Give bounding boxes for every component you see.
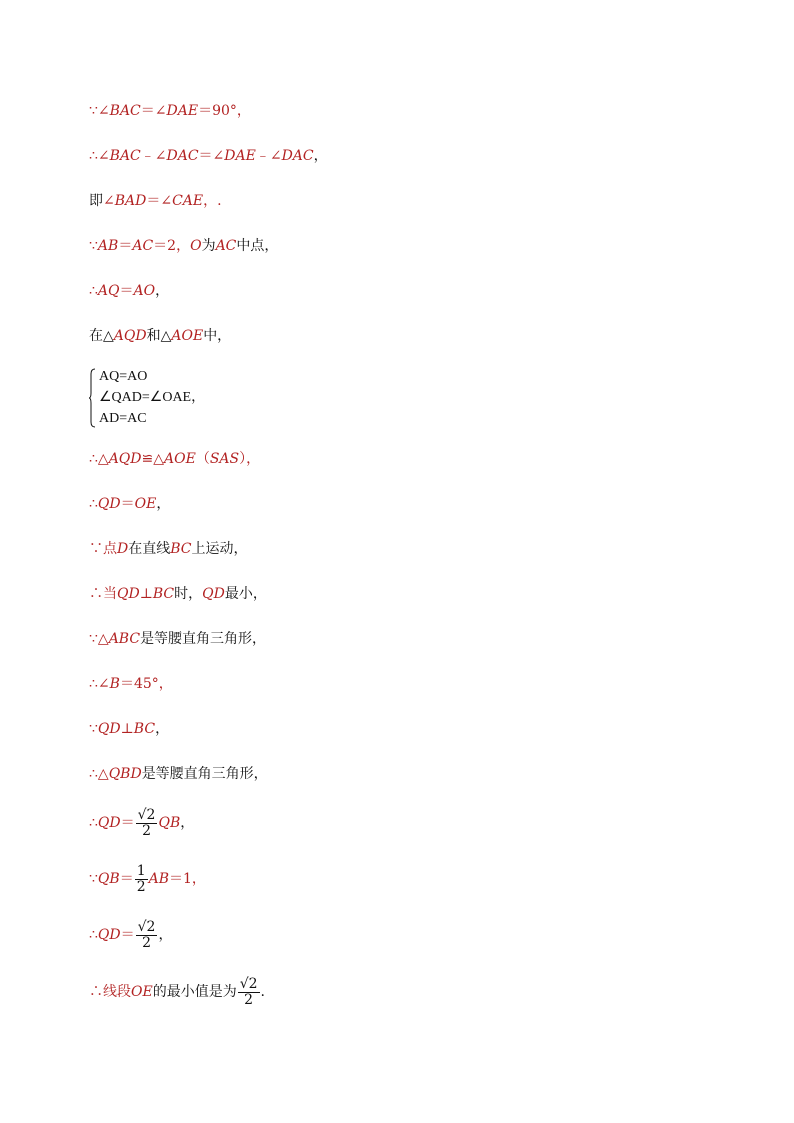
equals: ＝ — [198, 148, 213, 164]
equals: ＝ — [120, 496, 135, 512]
term: ∠BAC — [97, 148, 141, 164]
perp: ⊥ — [139, 586, 153, 602]
term: ∠B — [97, 676, 120, 692]
equals: ＝ — [119, 283, 134, 299]
term: ∠CAE — [160, 193, 204, 209]
term: AOE — [171, 328, 204, 344]
term: ∠DAE — [212, 148, 256, 164]
term: AQ — [97, 283, 120, 299]
fraction — [135, 864, 148, 895]
therefore-symbol: ∴当 — [89, 586, 117, 602]
line-13 — [89, 674, 173, 694]
denominator: 2 — [142, 934, 151, 951]
because-symbol: ∵△ — [89, 631, 109, 647]
term: QD — [97, 815, 121, 831]
term: AB — [148, 871, 170, 887]
therefore-symbol: ∴ — [89, 927, 98, 943]
term: D — [117, 541, 129, 557]
denominator: 2 — [244, 991, 254, 1008]
fraction — [136, 808, 158, 839]
term: QD — [117, 586, 140, 602]
value: ＝1， — [169, 871, 206, 887]
term: QD — [97, 927, 121, 943]
line-10 — [89, 539, 248, 559]
term: OE — [134, 496, 157, 512]
word: 中点， — [236, 238, 279, 254]
equals: ＝ — [118, 238, 133, 254]
value: 90°， — [212, 103, 251, 119]
therefore-symbol: ∴△ — [89, 766, 109, 782]
line-3 — [89, 191, 222, 211]
line-15 — [89, 764, 268, 784]
punct: ， — [155, 283, 170, 299]
line-16 — [89, 806, 194, 840]
word: 最小， — [224, 586, 267, 602]
punct: （ — [195, 451, 210, 467]
numerator: 1 — [136, 862, 146, 879]
word: 和△ — [146, 328, 172, 344]
congruent: ≌△ — [141, 451, 164, 467]
sqrt-icon: √ — [137, 806, 147, 823]
word: 是等腰直角三角形， — [140, 631, 267, 647]
term: AC — [132, 238, 154, 254]
value: ＝2， — [153, 238, 191, 254]
denominator: 2 — [136, 878, 146, 895]
line-14 — [89, 719, 169, 739]
denominator: 2 — [142, 822, 151, 839]
term: QD — [202, 586, 225, 602]
punct: ，. — [203, 193, 222, 209]
fraction — [238, 977, 260, 1008]
term: QB — [97, 871, 120, 887]
word: 上运动， — [191, 541, 248, 557]
equals: ＝ — [146, 193, 161, 209]
therefore-symbol: ∴ — [89, 148, 98, 164]
equals: ＝ — [119, 871, 134, 887]
therefore-symbol: ∴线段 — [89, 984, 131, 1000]
equals: ＝ — [140, 103, 155, 119]
term: OE — [131, 984, 153, 1000]
term: QD — [97, 496, 121, 512]
line-17 — [89, 862, 206, 896]
system-row: ∠QAD=∠OAE， — [99, 390, 206, 405]
because-symbol: ∵ — [89, 721, 98, 737]
punct: ， — [180, 815, 195, 831]
minus: ﹣ — [255, 148, 270, 164]
term: AOE — [164, 451, 196, 467]
line-1 — [89, 101, 251, 121]
left-brace-icon — [89, 368, 96, 428]
system-row: AQ=AO — [99, 369, 148, 384]
term: QB — [158, 815, 181, 831]
punct: . — [260, 984, 265, 1000]
line-12 — [89, 629, 266, 649]
term: BC — [133, 721, 156, 737]
numerator: 2 — [146, 918, 156, 935]
angle-dae: ∠DAE — [154, 103, 199, 119]
term: AB — [97, 238, 119, 254]
term: AC — [215, 238, 237, 254]
fraction — [136, 920, 158, 951]
because-symbol: ∵ — [89, 103, 98, 119]
therefore-symbol: ∴△ — [89, 451, 109, 467]
word: 即 — [89, 193, 103, 209]
sqrt-icon: √ — [137, 918, 147, 935]
equals: ＝ — [120, 927, 135, 943]
line-5 — [89, 281, 169, 301]
equals: ＝ — [120, 815, 135, 831]
because-symbol: ∵ — [89, 871, 98, 887]
term: AO — [133, 283, 156, 299]
term: ∠DAC — [154, 148, 199, 164]
word: 的最小值是为 — [152, 984, 237, 1000]
line-9 — [89, 494, 170, 514]
word: 是等腰直角三角形， — [141, 766, 268, 782]
therefore-symbol: ∴ — [89, 283, 98, 299]
term: AQD — [108, 451, 142, 467]
punct: ， — [155, 721, 170, 737]
therefore-symbol: ∴ — [89, 815, 98, 831]
line-18 — [89, 918, 172, 952]
term: AQD — [113, 328, 147, 344]
line-11 — [89, 584, 267, 604]
system-row: AD=AC — [99, 411, 147, 426]
angle-bac: ∠BAC — [97, 103, 141, 119]
term: O — [190, 238, 202, 254]
word: 在△ — [89, 328, 114, 344]
therefore-symbol: ∴ — [89, 676, 98, 692]
term: QD — [97, 721, 121, 737]
word: 时， — [174, 586, 203, 602]
term: BC — [170, 541, 192, 557]
line-6 — [89, 326, 231, 346]
punct: ）， — [239, 451, 261, 467]
word: 在直线 — [128, 541, 171, 557]
line-19 — [89, 975, 265, 1009]
sqrt-icon: √ — [239, 975, 249, 992]
numerator: 2 — [248, 975, 258, 992]
perp: ⊥ — [120, 721, 134, 737]
term: ∠BAD — [103, 193, 147, 209]
word: 为 — [201, 238, 216, 254]
term: QBD — [108, 766, 142, 782]
because-symbol: ∵ — [89, 238, 98, 254]
term: BC — [152, 586, 175, 602]
value: ＝45°， — [119, 676, 173, 692]
line-4 — [89, 236, 278, 256]
line-2 — [89, 146, 328, 166]
numerator: 2 — [146, 806, 156, 823]
punct: ， — [158, 927, 173, 943]
term: ABC — [108, 631, 141, 647]
equals: ＝ — [198, 103, 213, 119]
because-symbol: ∵点 — [89, 541, 117, 557]
word: 中， — [203, 328, 232, 344]
therefore-symbol: ∴ — [89, 496, 98, 512]
minus: ﹣ — [140, 148, 155, 164]
term: ∠DAC — [269, 148, 314, 164]
punct: ， — [313, 148, 328, 164]
line-8 — [89, 449, 260, 469]
term: SAS — [209, 451, 240, 467]
punct: ， — [156, 496, 171, 512]
